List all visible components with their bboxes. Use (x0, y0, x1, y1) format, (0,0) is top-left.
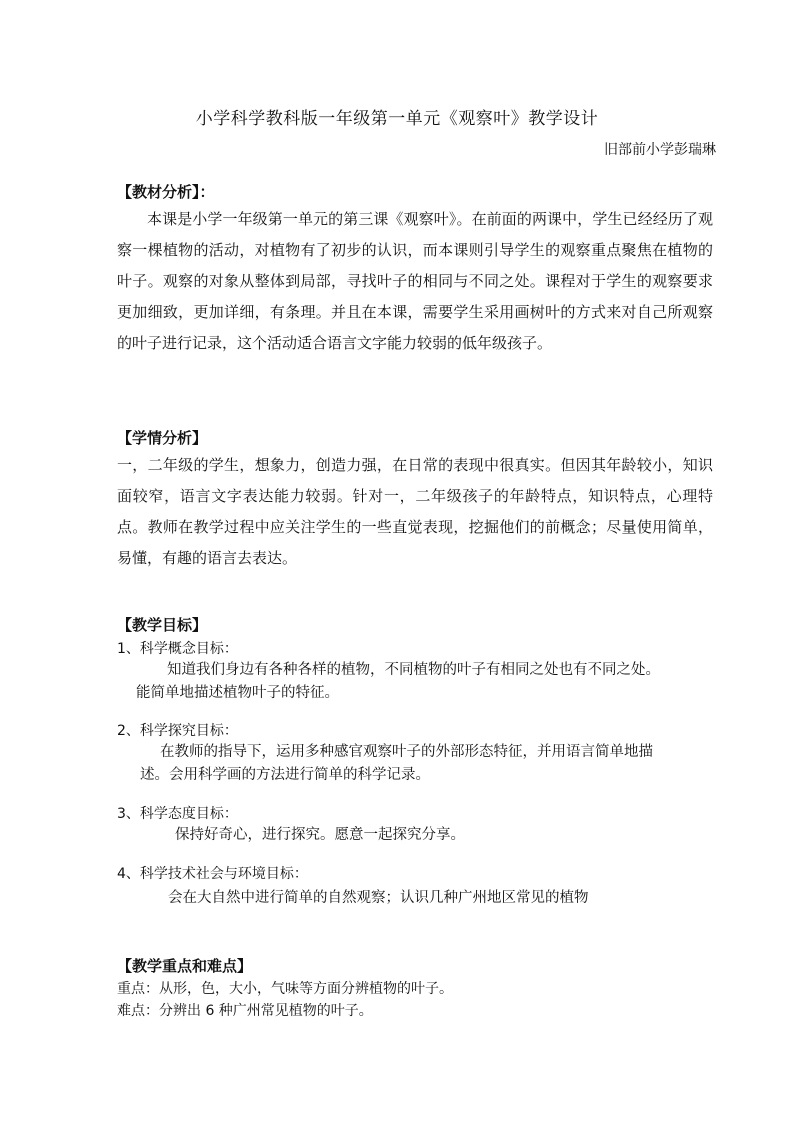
paragraph-textbook-analysis: 本课是小学一年级第一单元的第三课《观察叶》。在前面的两课中，学生已经经历了观察一棵植物的活动，对植物有了初步的认识，而本课则引导学生的观察重点聚焦在植物的叶子。观察的对象从整体到局部，寻找叶子的相同与不同之处。课程对于学生的观察要求更加细致，更加详细，有条理。并且在本课，需要学生采用画树叶的方式来对自己所观察的叶子进行记录，这个活动适合语言文字能力较弱的低年级孩子。 (117, 210, 713, 352)
objective-label-1: 1、科学概念目标： (117, 641, 238, 657)
objective-text-1-line-1: 知道我们身边有各种各样的植物，不同植物的叶子有相同之处也有不同之处。 (167, 662, 660, 678)
objective-label-2: 2、科学探究目标： (117, 723, 238, 739)
objective-text-3-line-1: 保持好奇心，进行探究。愿意一起探究分享。 (175, 827, 465, 843)
key-point-difficulty: 难点：分辨出 6 种广州常见植物的叶子。 (117, 1003, 373, 1019)
author-line: 旧部前小学彭瑞琳 (604, 142, 716, 158)
section-heading-student-analysis: 【学情分析】 (117, 429, 208, 447)
section-heading-key-points: 【教学重点和难点】 (117, 957, 253, 975)
key-point-focus: 重点：从形，色，大小，气味等方面分辨植物的叶子。 (117, 981, 453, 997)
objective-text-2-line-1: 在教师的指导下，运用多种感官观察叶子的外部形态特征，并用语言简单地描 (160, 744, 653, 760)
document-title: 小学科学教科版一年级第一单元《观察叶》教学设计 (195, 109, 599, 129)
objective-text-2-line-2: 述。会用科学画的方法进行简单的科学记录。 (140, 767, 430, 783)
objective-label-4: 4、科学技术社会与环境目标： (117, 866, 308, 882)
section-heading-textbook-analysis: 【教材分析】： (117, 183, 215, 201)
section-heading-objectives: 【教学目标】 (117, 616, 208, 634)
objective-text-1-line-2: 能简单地描述植物叶子的特征。 (136, 685, 339, 701)
objective-label-3: 3、科学态度目标： (117, 806, 238, 822)
objective-text-4-line-1: 会在大自然中进行简单的自然观察；认识几种广州地区常见的植物 (168, 890, 589, 906)
paragraph-student-analysis: 一，二年级的学生，想象力，创造力强，在日常的表现中很真实。但因其年龄较小，知识面较窄，语言文字表达能力较弱。针对一，二年级孩子的年龄特点，知识特点，心理特点。教师在教学过程中应关注学生的一些直觉表现，挖掘他们的前概念；尽量使用简单，易懂，有趣的语言去表达。 (117, 456, 713, 567)
